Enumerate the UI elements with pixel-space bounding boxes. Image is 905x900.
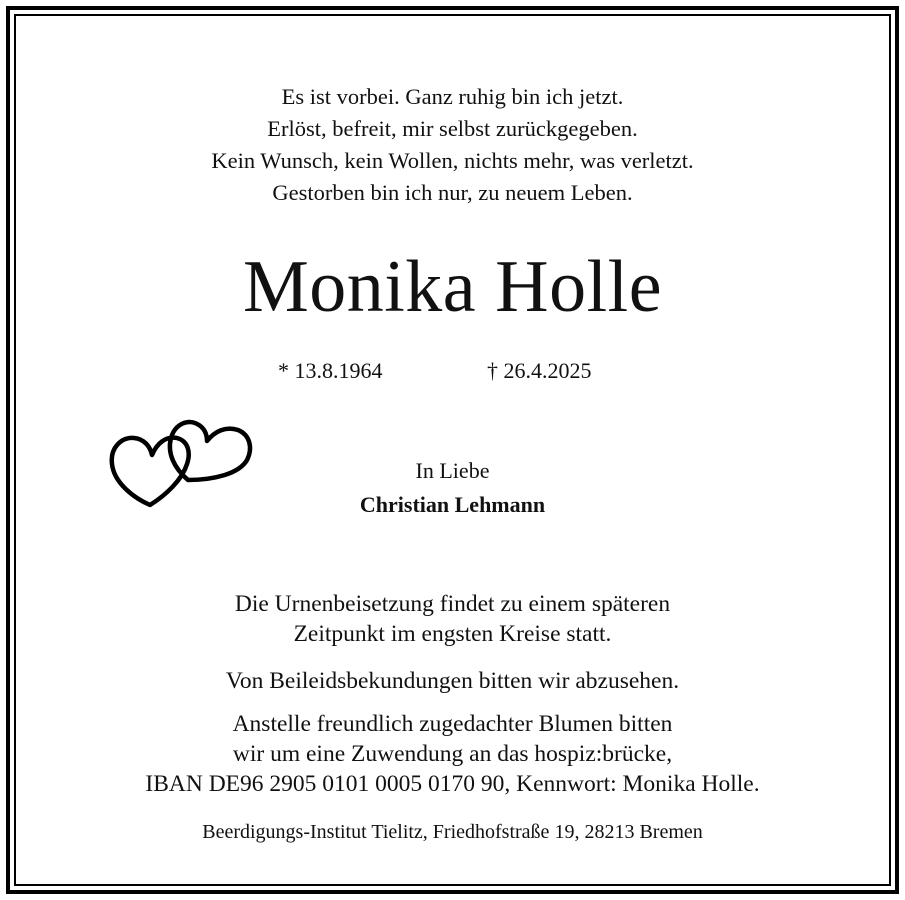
condolences-notice: Von Beileidsbekundungen bitten wir abzusehen.: [225, 668, 680, 694]
burial-line-1: Die Urnenbeisetzung findet zu einem späteren: [234, 591, 671, 617]
donation-line-2: wir um eine Zuwendung an das hospiz:brücke,: [232, 741, 673, 767]
life-dates: [0, 358, 905, 388]
burial-line-2: Zeitpunkt im engsten Kreise statt.: [293, 621, 612, 647]
death-date: † 26.4.2025: [487, 358, 592, 383]
birth-date: * 13.8.1964: [278, 358, 383, 383]
deceased-name: Monika Holle: [242, 246, 663, 328]
signoff-phrase: In Liebe: [415, 458, 490, 483]
poem-line-1: Es ist vorbei. Ganz ruhig bin ich jetzt.: [281, 84, 624, 109]
funeral-home: Beerdigungs-Institut Tielitz, Friedhofstraße 19, 28213 Bremen: [202, 821, 703, 843]
poem-line-2: Erlöst, befreit, mir selbst zurückgegeben.: [267, 116, 638, 141]
poem-line-4: Gestorben bin ich nur, zu neuem Leben.: [272, 180, 633, 205]
donation-line-3: IBAN DE96 2905 0101 0005 0170 90, Kennwort: Monika Holle.: [145, 771, 760, 797]
donation-line-1: Anstelle freundlich zugedachter Blumen bitten: [232, 711, 673, 737]
poem-line-3: Kein Wunsch, kein Wollen, nichts mehr, was verletzt.: [211, 148, 694, 173]
mourner-name: Christian Lehmann: [359, 492, 546, 517]
